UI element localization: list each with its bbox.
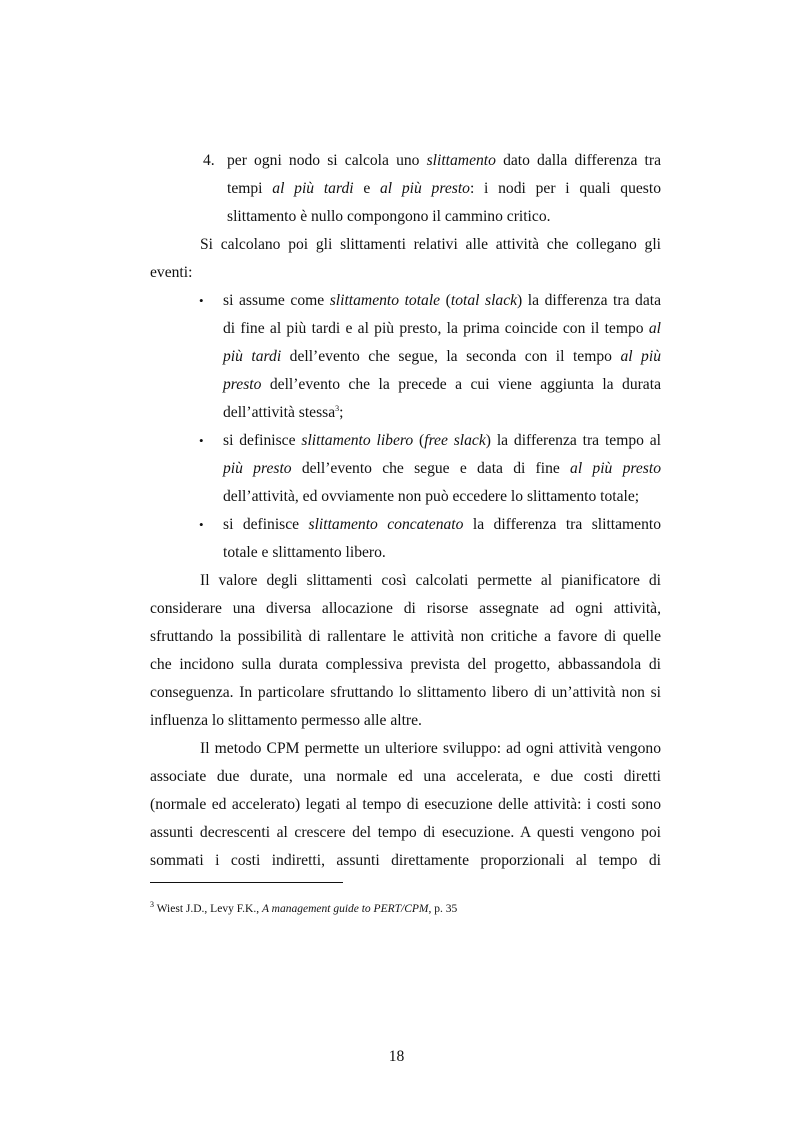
paragraph-line: influenza lo slittamento permesso alle altre. bbox=[150, 712, 422, 729]
bullet-line: più presto dell’evento che segue e data di fine al più presto bbox=[223, 460, 661, 477]
paragraph-line: conseguenza. In particolare sfruttando lo slittamento libero di un’attività non si bbox=[150, 684, 661, 701]
bullet-line: totale e slittamento libero. bbox=[223, 544, 386, 561]
paragraph-line: sommati i costi indiretti, assunti direttamente proporzionali al tempo di bbox=[150, 852, 661, 869]
paragraph-line: (normale ed accelerato) legati al tempo di esecuzione delle attività: i costi sono bbox=[150, 796, 661, 813]
footnote-ref: 3 bbox=[335, 403, 340, 413]
bullet-line: si assume come slittamento totale (total slack) la differenza tra data bbox=[223, 292, 662, 309]
bullet-icon: • bbox=[199, 293, 204, 308]
bullet-line: si definisce slittamento libero (free slack) la differenza tra tempo al bbox=[223, 432, 662, 449]
bullet-line: dell’attività, ed ovviamente non può eccedere lo slittamento totale; bbox=[223, 488, 640, 505]
page-number: 18 bbox=[388, 1048, 405, 1065]
bullet-line: di fine al più tardi e al più presto, la prima coincide con il tempo al bbox=[223, 320, 661, 337]
bullet-icon: • bbox=[199, 433, 204, 448]
bullet-icon: • bbox=[199, 517, 204, 532]
paragraph-line: eventi: bbox=[150, 264, 193, 281]
list-item-number: 4. bbox=[203, 152, 215, 169]
paragraph-line: considerare una diversa allocazione di risorse assegnate ad ogni attività, bbox=[150, 600, 661, 617]
paragraph-line: assunti decrescenti al crescere del tempo di esecuzione. A questi vengono poi bbox=[150, 824, 661, 841]
bullet-line: si definisce slittamento concatenato la differenza tra slittamento bbox=[223, 516, 662, 533]
footnote-mark: 3 bbox=[150, 900, 154, 910]
footnote: $^3$ Wiest J.D., Levy F.K., A management guide to PERT/CPM, p. 35 bbox=[150, 900, 458, 915]
list-item-line: slittamento è nullo compongono il cammino critico. bbox=[227, 208, 551, 225]
paragraph-line: sfruttando la possibilità di rallentare le attività non critiche a favore di quelle bbox=[150, 628, 661, 645]
paragraph-line: Il metodo CPM permette un ulteriore sviluppo: ad ogni attività vengono bbox=[200, 740, 661, 757]
bullet-line: dell’attività stessa$^3$; bbox=[223, 403, 344, 421]
list-item-line: tempi al più tardi e al più presto: i nodi per i quali questo bbox=[227, 180, 661, 197]
bullet-line: presto dell’evento che la precede a cui viene aggiunta la durata bbox=[223, 376, 661, 393]
paragraph-line: Il valore degli slittamenti così calcolati permette al pianificatore di bbox=[200, 572, 661, 589]
bullet-line: più tardi dell’evento che segue, la seconda con il tempo al più bbox=[223, 348, 661, 365]
footnote-divider bbox=[150, 882, 343, 883]
list-item-line: per ogni nodo si calcola uno slittamento dato dalla differenza tra bbox=[227, 152, 661, 169]
paragraph-line: associate due durate, una normale ed una accelerata, e due costi diretti bbox=[150, 768, 661, 785]
paragraph-line: Si calcolano poi gli slittamenti relativi alle attività che collegano gli bbox=[200, 236, 661, 253]
paragraph-line: che incidono sulla durata complessiva prevista del progetto, abbassandola di bbox=[150, 656, 661, 673]
